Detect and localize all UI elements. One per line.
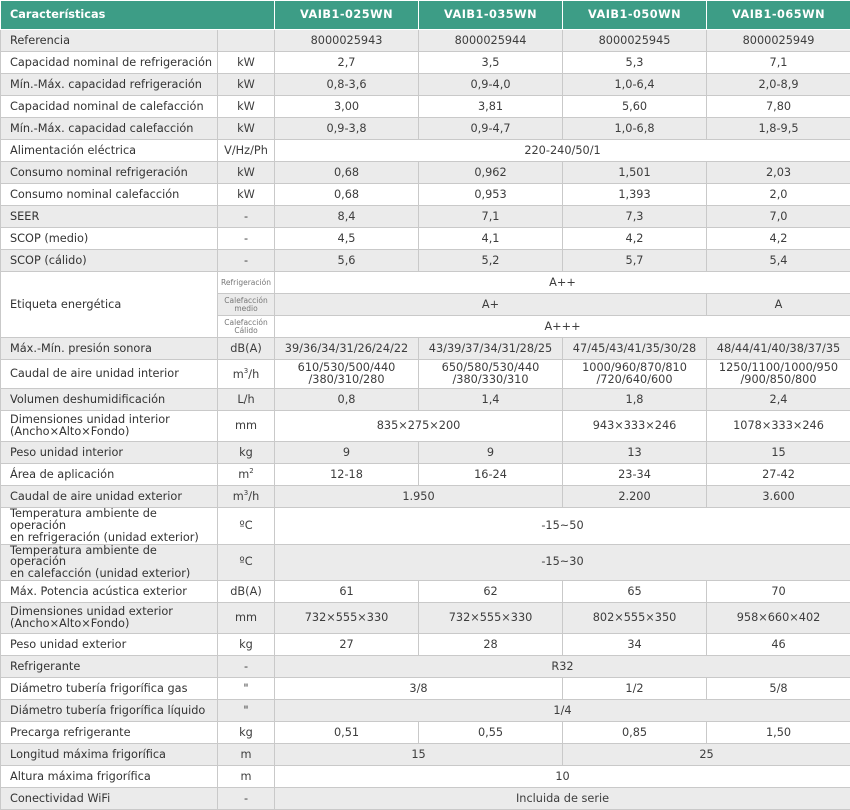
row-label: Peso unidad interior	[1, 442, 218, 464]
row-label: Caudal de aire unidad exterior	[1, 486, 218, 508]
cell: 1,8-9,5	[707, 118, 850, 140]
row-sublabel: Calefacción medio	[218, 294, 275, 316]
row-scop-medio	[1, 228, 850, 250]
row-altura	[1, 766, 850, 788]
cell: 1,0-6,4	[563, 74, 707, 96]
cell: R32	[275, 656, 850, 678]
cell: 0,962	[419, 162, 563, 184]
cell: 9	[419, 442, 563, 464]
model-header: VAIB1-035WN	[419, 1, 563, 30]
cell: 1,4	[419, 389, 563, 411]
cell: 27-42	[707, 464, 850, 486]
cell: 5,4	[707, 250, 850, 272]
cell: 2,03	[707, 162, 850, 184]
row-unit: ºC	[218, 508, 275, 545]
row-label	[1, 411, 218, 442]
row-presion	[1, 338, 850, 360]
label-line: Dimensiones unidad interior	[10, 414, 213, 426]
cell: 2,4	[707, 389, 850, 411]
row-unit: kW	[218, 52, 275, 74]
row-unit: kW	[218, 184, 275, 206]
label-line: (Ancho×Alto×Fondo)	[10, 426, 213, 438]
row-label: Consumo nominal refrigeración	[1, 162, 218, 184]
model-header: VAIB1-065WN	[707, 1, 850, 30]
label-line: Dimensiones unidad exterior	[10, 606, 213, 618]
cell: 5/8	[707, 678, 850, 700]
row-consumo-calef	[1, 184, 850, 206]
unit-exponent: 3	[244, 367, 248, 375]
row-precarga	[1, 722, 850, 744]
row-temp-calef	[1, 544, 850, 581]
cell: 16-24	[419, 464, 563, 486]
cell: 7,80	[707, 96, 850, 118]
row-unit: m	[218, 744, 275, 766]
row-unit: mm	[218, 603, 275, 634]
row-unit	[218, 464, 275, 486]
row-dim-ext	[1, 603, 850, 634]
cell-line: /380/330/310	[423, 374, 558, 386]
cell: -15~30	[275, 544, 850, 581]
row-unit: "	[218, 700, 275, 722]
row-label: Refrigerante	[1, 656, 218, 678]
cell: 46	[707, 634, 850, 656]
cell: 1/4	[275, 700, 850, 722]
row-unit	[218, 360, 275, 389]
cell-line: 610/530/500/440	[279, 362, 414, 374]
row-tub-liq	[1, 700, 850, 722]
row-area	[1, 464, 850, 486]
row-label: Conectividad WiFi	[1, 788, 218, 810]
cell: 47/45/43/41/35/30/28	[563, 338, 707, 360]
row-deshum	[1, 389, 850, 411]
cell-line: 1250/1100/1000/950	[711, 362, 846, 374]
row-label: SCOP (cálido)	[1, 250, 218, 272]
cell: 0,9-4,0	[419, 74, 563, 96]
cell: 4,5	[275, 228, 419, 250]
cell: 3,5	[419, 52, 563, 74]
cell-line: 650/580/530/440	[423, 362, 558, 374]
row-unit: -	[218, 788, 275, 810]
row-etiqueta-refrig	[1, 272, 850, 294]
row-label: Mín.-Máx. capacidad calefacción	[1, 118, 218, 140]
row-cap-calef	[1, 96, 850, 118]
cell: 7,1	[419, 206, 563, 228]
row-label: Etiqueta energética	[1, 272, 218, 338]
cell: 1,501	[563, 162, 707, 184]
cell: 5,2	[419, 250, 563, 272]
row-alimentacion	[1, 140, 850, 162]
cell: -15~50	[275, 508, 850, 545]
cell: 28	[419, 634, 563, 656]
cell	[419, 360, 563, 389]
unit-tail: /h	[248, 490, 259, 503]
unit-tail: /h	[248, 367, 259, 380]
cell: 1,0-6,8	[563, 118, 707, 140]
row-unit: -	[218, 250, 275, 272]
cell: 0,9-4,7	[419, 118, 563, 140]
cell: 732×555×330	[419, 603, 563, 634]
row-label	[1, 544, 218, 581]
row-potencia	[1, 581, 850, 603]
row-temp-refrig	[1, 508, 850, 545]
cell: 2,0-8,9	[707, 74, 850, 96]
cell: 3,81	[419, 96, 563, 118]
row-dim-int	[1, 411, 850, 442]
label-line: en refrigeración (unidad exterior)	[10, 532, 213, 544]
row-unit: kW	[218, 118, 275, 140]
row-unit: L/h	[218, 389, 275, 411]
cell: 25	[563, 744, 850, 766]
row-tub-gas	[1, 678, 850, 700]
cell: 23-34	[563, 464, 707, 486]
row-label: Máx. Potencia acústica exterior	[1, 581, 218, 603]
cell: 4,2	[707, 228, 850, 250]
cell: 5,60	[563, 96, 707, 118]
row-unit: V/Hz/Ph	[218, 140, 275, 162]
row-unit: kg	[218, 634, 275, 656]
cell: A+++	[275, 316, 850, 338]
cell: 1,8	[563, 389, 707, 411]
cell: 0,9-3,8	[275, 118, 419, 140]
row-label: Diámetro tubería frigorífica gas	[1, 678, 218, 700]
cell: 958×660×402	[707, 603, 850, 634]
row-unit: ºC	[218, 544, 275, 581]
header-row	[1, 1, 850, 30]
cell: A++	[275, 272, 850, 294]
cell: 0,55	[419, 722, 563, 744]
row-label: Alimentación eléctrica	[1, 140, 218, 162]
row-label	[1, 508, 218, 545]
cell: 61	[275, 581, 419, 603]
unit-base: m	[233, 367, 244, 380]
cell: 3,00	[275, 96, 419, 118]
model-header: VAIB1-025WN	[275, 1, 419, 30]
row-peso-int	[1, 442, 850, 464]
cell: 1/2	[563, 678, 707, 700]
row-unit: -	[218, 228, 275, 250]
row-unit: kg	[218, 722, 275, 744]
cell: 27	[275, 634, 419, 656]
row-unit: kW	[218, 96, 275, 118]
row-sublabel: Refrigeración	[218, 272, 275, 294]
row-label: Peso unidad exterior	[1, 634, 218, 656]
row-label: Volumen deshumidificación	[1, 389, 218, 411]
cell: 7,1	[707, 52, 850, 74]
cell-line: /720/640/600	[567, 374, 702, 386]
cell: 943×333×246	[563, 411, 707, 442]
cell: 8000025949	[707, 30, 850, 52]
cell: A+	[275, 294, 707, 316]
cell: 0,68	[275, 184, 419, 206]
row-consumo-refrig	[1, 162, 850, 184]
row-unit	[218, 30, 275, 52]
unit-exponent: 2	[249, 467, 253, 475]
row-label: Capacidad nominal de calefacción	[1, 96, 218, 118]
cell: 5,7	[563, 250, 707, 272]
cell: 15	[707, 442, 850, 464]
row-label: Capacidad nominal de refrigeración	[1, 52, 218, 74]
cell: 2,0	[707, 184, 850, 206]
cell: 802×555×350	[563, 603, 707, 634]
cell: 220-240/50/1	[275, 140, 850, 162]
cell: 4,1	[419, 228, 563, 250]
cell: 3/8	[275, 678, 563, 700]
cell: 0,8	[275, 389, 419, 411]
cell	[563, 360, 707, 389]
cell-line: /380/310/280	[279, 374, 414, 386]
row-label: Longitud máxima frigorífica	[1, 744, 218, 766]
cell: 48/44/41/40/38/37/35	[707, 338, 850, 360]
row-unit: kg	[218, 442, 275, 464]
cell: 13	[563, 442, 707, 464]
cell: 1,393	[563, 184, 707, 206]
row-unit: -	[218, 656, 275, 678]
label-line: (Ancho×Alto×Fondo)	[10, 618, 213, 630]
cell: 5,3	[563, 52, 707, 74]
row-caudal-ext	[1, 486, 850, 508]
row-label: Precarga refrigerante	[1, 722, 218, 744]
row-sublabel: Calefacción Cálido	[218, 316, 275, 338]
row-label: SCOP (medio)	[1, 228, 218, 250]
row-unit	[218, 486, 275, 508]
label-line: Temperatura ambiente de operación	[10, 508, 213, 532]
cell: 1.950	[275, 486, 563, 508]
cell: 835×275×200	[275, 411, 563, 442]
cell: 8,4	[275, 206, 419, 228]
cell: 70	[707, 581, 850, 603]
cell: 2.200	[563, 486, 707, 508]
row-unit: "	[218, 678, 275, 700]
row-label: Diámetro tubería frigorífica líquido	[1, 700, 218, 722]
row-label: Mín.-Máx. capacidad refrigeración	[1, 74, 218, 96]
features-header: Características	[1, 1, 275, 30]
row-wifi	[1, 788, 850, 810]
unit-exponent: 3	[244, 489, 248, 497]
cell: 0,8-3,6	[275, 74, 419, 96]
row-seer	[1, 206, 850, 228]
row-label: Área de aplicación	[1, 464, 218, 486]
cell: 7,3	[563, 206, 707, 228]
cell: 9	[275, 442, 419, 464]
cell: 0,953	[419, 184, 563, 206]
row-unit: dB(A)	[218, 581, 275, 603]
row-cap-refrig	[1, 52, 850, 74]
cell: 7,0	[707, 206, 850, 228]
unit-base: m	[233, 490, 244, 503]
cell: 0,85	[563, 722, 707, 744]
row-longitud	[1, 744, 850, 766]
cell: 39/36/34/31/26/24/22	[275, 338, 419, 360]
cell: 1078×333×246	[707, 411, 850, 442]
row-unit: kW	[218, 74, 275, 96]
cell: Incluida de serie	[275, 788, 850, 810]
cell-line: 1000/960/870/810	[567, 362, 702, 374]
model-header: VAIB1-050WN	[563, 1, 707, 30]
row-refrigerante	[1, 656, 850, 678]
cell: 12-18	[275, 464, 419, 486]
row-unit: dB(A)	[218, 338, 275, 360]
cell: 3.600	[707, 486, 850, 508]
row-minmax-refrig	[1, 74, 850, 96]
row-caudal-int	[1, 360, 850, 389]
cell: 34	[563, 634, 707, 656]
row-label: SEER	[1, 206, 218, 228]
unit-base: m	[238, 468, 249, 481]
label-line: en calefacción (unidad exterior)	[10, 568, 213, 580]
label-line: Temperatura ambiente de operación	[10, 545, 213, 569]
row-unit: mm	[218, 411, 275, 442]
cell: 65	[563, 581, 707, 603]
cell: 2,7	[275, 52, 419, 74]
cell: A	[707, 294, 850, 316]
row-unit: kW	[218, 162, 275, 184]
cell: 8000025943	[275, 30, 419, 52]
cell-line: /900/850/800	[711, 374, 846, 386]
cell: 732×555×330	[275, 603, 419, 634]
cell: 0,68	[275, 162, 419, 184]
row-referencia	[1, 30, 850, 52]
row-unit: m	[218, 766, 275, 788]
cell: 62	[419, 581, 563, 603]
row-label: Caudal de aire unidad interior	[1, 360, 218, 389]
cell: 43/39/37/34/31/28/25	[419, 338, 563, 360]
cell: 8000025944	[419, 30, 563, 52]
cell: 4,2	[563, 228, 707, 250]
row-label: Máx.-Mín. presión sonora	[1, 338, 218, 360]
row-label	[1, 603, 218, 634]
row-minmax-calef	[1, 118, 850, 140]
cell: 8000025945	[563, 30, 707, 52]
row-label: Altura máxima frigorífica	[1, 766, 218, 788]
row-scop-calido	[1, 250, 850, 272]
cell: 1,50	[707, 722, 850, 744]
cell	[707, 360, 850, 389]
row-label: Consumo nominal calefacción	[1, 184, 218, 206]
cell	[275, 360, 419, 389]
row-peso-ext	[1, 634, 850, 656]
cell: 0,51	[275, 722, 419, 744]
cell: 10	[275, 766, 850, 788]
cell: 5,6	[275, 250, 419, 272]
cell: 15	[275, 744, 563, 766]
row-label: Referencia	[1, 30, 218, 52]
row-unit: -	[218, 206, 275, 228]
